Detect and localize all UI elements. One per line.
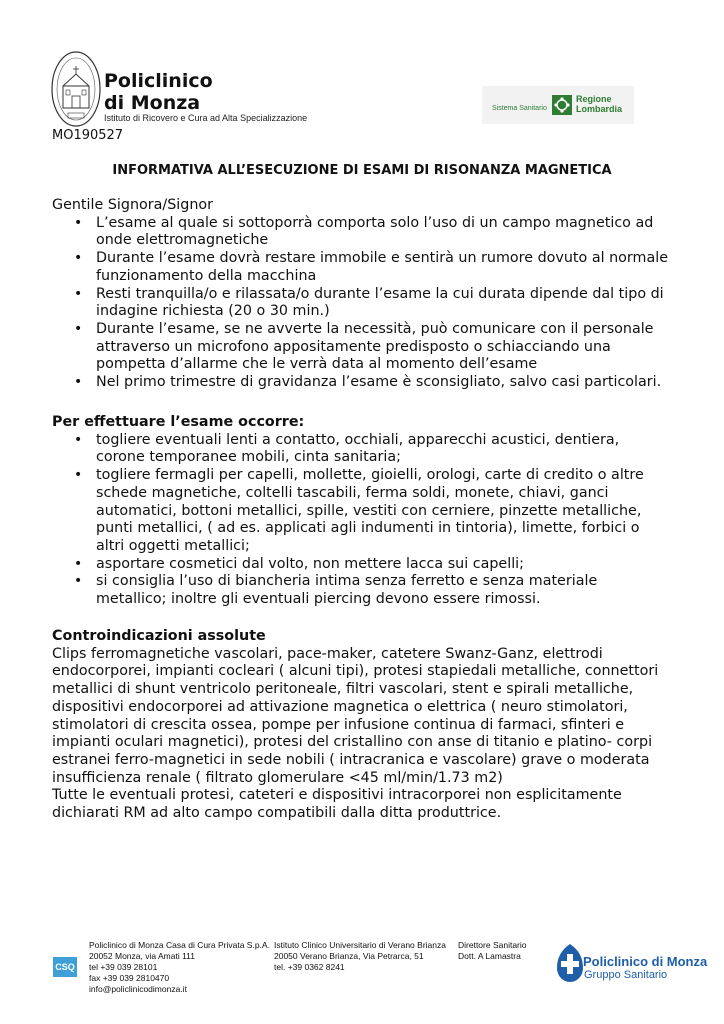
list-item: • Durante l’esame dovrà restare immobile e sentirà un rumore dovuto al normale funzionamento della macchina bbox=[52, 250, 672, 285]
footer-brand-name: Policlinico di Monza bbox=[583, 954, 708, 969]
list-item: • Resti tranquilla/o e rilassata/o durante l’esame la cui durata dipende dal tipo di indagine richiesta (20 o 30 min.) bbox=[52, 286, 672, 321]
list-item: • togliere fermagli per capelli, mollette, gioielli, orologi, carte di credito o altre schede magnetiche, coltelli tascabili, ferma soldi, monete, chiavi, ganci automatici, bottoni metallici, spille, vestiti con cerniere, pinzette metalliche, punti metallici, ( ad es. applicati agli indumenti in tintoria), limette, forbici o altri oggetti metallici; bbox=[52, 467, 672, 556]
contraindications-heading: Controindicazioni assolute bbox=[52, 628, 266, 644]
regione-lombardia-logo bbox=[482, 86, 634, 124]
hospital-seal-logo bbox=[50, 50, 102, 128]
lombardia-rose-icon bbox=[552, 95, 572, 115]
list-item: • L’esame al quale si sottoporrà comporta solo l’uso di un campo magnetico ad onde elettromagnetiche bbox=[52, 215, 672, 250]
requirements-list bbox=[52, 432, 672, 609]
footer-brand-group: Gruppo Sanitario bbox=[584, 969, 668, 981]
regional-system-label: Sistema Sanitario bbox=[492, 105, 547, 112]
region-line2: Lombardia bbox=[576, 104, 623, 114]
requirements-heading: Per effettuare l’esame occorre: bbox=[52, 414, 305, 430]
document-code: MO190527 bbox=[52, 128, 124, 143]
footer-line: tel. +39 0362 8241 bbox=[274, 962, 345, 972]
requirements-section bbox=[52, 414, 672, 609]
list-item: • asportare cosmetici dal volto, non mettere lacca sui capelli; bbox=[52, 556, 672, 574]
footer-line: tel +39 039 28101 bbox=[89, 962, 158, 972]
contraindications-note: Tutte le eventuali protesi, cateteri e dispositivi intracorporei non esplicitamente dichiarati RM ad alto campo compatibili dalla ditta produttrice. bbox=[52, 787, 622, 822]
hospital-name bbox=[104, 70, 213, 114]
footer-line: 20050 Verano Brianza, Via Petrarca, 51 bbox=[274, 951, 424, 961]
footer-line: Dott. A Lamastra bbox=[458, 951, 521, 961]
list-item: • togliere eventuali lenti a contatto, occhiali, apparecchi acustici, dentiera, corone temporanee mobili, cinta sanitaria; bbox=[52, 432, 672, 467]
region-name bbox=[576, 94, 622, 114]
csq-badge: CSQ bbox=[53, 957, 77, 977]
hospital-subtitle: Istituto di Ricovero e Cura ad Alta Specializzazione bbox=[104, 113, 308, 123]
list-item: • si consiglia l’uso di biancheria intima senza ferretto e senza materiale metallico; inoltre gli eventuali piercing devono essere rimossi. bbox=[52, 573, 672, 608]
footer-line: Istituto Clinico Universitario di Verano Brianza bbox=[274, 940, 446, 950]
footer-line: 20052 Monza, via Amati 111 bbox=[89, 951, 196, 961]
document-title: INFORMATIVA ALL’ESECUZIONE DI ESAMI DI RISONANZA MAGNETICA bbox=[112, 163, 612, 178]
hospital-name-line2: di Monza bbox=[104, 92, 201, 114]
list-item: • Nel primo trimestre di gravidanza l’esame è sconsigliato, salvo casi particolari. bbox=[52, 374, 672, 392]
footer-line: Policlinico di Monza Casa di Cura Privata S.p.A. bbox=[89, 940, 270, 950]
hospital-name-line1: Policlinico bbox=[104, 70, 213, 92]
greeting: Gentile Signora/Signor bbox=[52, 197, 214, 213]
list-item: • Durante l’esame, se ne avverte la necessità, può comunicare con il personale attraverso un microfono appositamente predisposto o schiacciando una pompetta d’allarme che le verrà data al momento dell’esame bbox=[52, 321, 672, 374]
footer-email: info@policlinicodimonza.it bbox=[89, 984, 187, 994]
footer-company-info bbox=[89, 940, 270, 995]
contraindications-paragraph: Clips ferromagnetiche vascolari, pace-maker, catetere Swanz-Ganz, elettrodi endocorporei, impianti cocleari ( alcuni tipi), protesi stapiedali metalliche, connettori metallici di shunt ventricolo peritoneale, filtri vascolari, stent e spirali metalliche, dispositivi endocorporei ad attivazione magnetica o elettrica ( neuro stimolatori, stimolatori di crescita ossea, pompe per infusione continua di farmaci, sfinteri e impianti oculari magnetici), protesi del cristallino con anse di titanio e platino- corpi estranei ferro-magnetici in sede nobili ( intracranica e vascolare) grave o moderata insufficienza renale ( filtrato glomerulare <45 ml/min/1.73 m2) bbox=[52, 645, 659, 786]
contraindications-section bbox=[52, 628, 672, 823]
intro-section bbox=[52, 197, 672, 392]
footer-line: Direttore Sanitario bbox=[458, 940, 527, 950]
footer-line: fax +39 039 2810470 bbox=[89, 973, 170, 983]
footer-director-info bbox=[458, 940, 527, 962]
intro-list bbox=[52, 215, 672, 392]
footer-institute-info bbox=[274, 940, 446, 973]
policlinico-cross-logo-icon bbox=[555, 942, 585, 984]
region-line1: Regione bbox=[576, 94, 612, 104]
